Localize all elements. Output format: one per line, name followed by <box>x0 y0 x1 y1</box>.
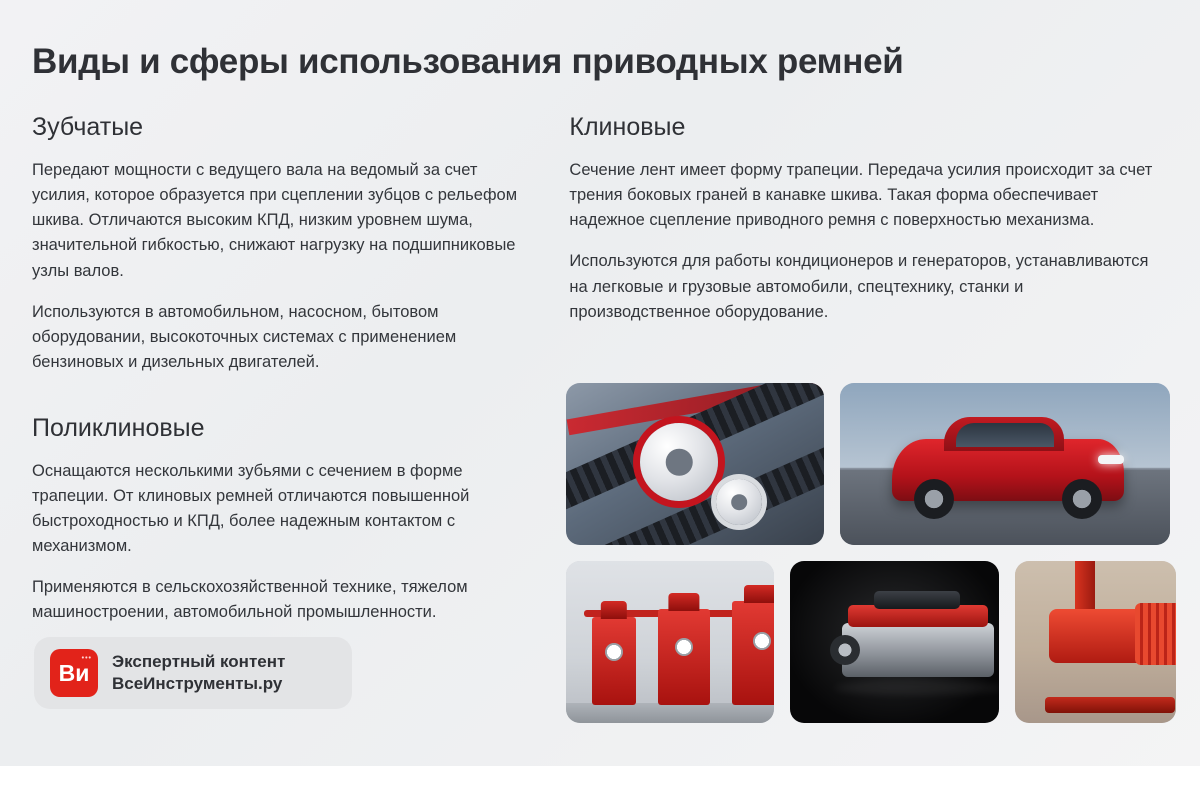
toothed-belt-pulley-photo <box>566 383 824 545</box>
pulley-small <box>716 479 762 525</box>
expert-content-badge <box>34 637 352 709</box>
red-pump-valve-photo <box>1015 561 1176 723</box>
red-fire-pump-station-photo <box>566 561 774 723</box>
gallery-row-bottom <box>566 561 1176 723</box>
pump-unit <box>732 601 774 705</box>
section-heading-toothed: Зубчатые <box>32 113 144 142</box>
pump-base <box>1045 697 1175 713</box>
vseinstrumenty-logo-icon <box>50 649 98 697</box>
v8-engine-photo <box>790 561 998 723</box>
engine-shadow <box>834 681 998 695</box>
floor <box>566 703 774 723</box>
section-heading-v-belt: Клиновые <box>569 113 686 142</box>
electric-motor <box>1135 603 1176 665</box>
badge-line-2: ВсеИнструменты.ру <box>112 674 283 693</box>
pressure-gauge <box>753 632 771 650</box>
car-headlight <box>1098 455 1124 464</box>
section-paragraph: Передают мощности с ведущего вала на ведомый за счет усилия, которое образуется при сцеплении зубцов с рельефом шкива. Отличаются высоким КПД, низким уровнем шума, значительной гибкостью, снижают нагрузку на подшипниковые узлы валов. <box>32 161 518 280</box>
pulley-large <box>640 423 718 501</box>
logo-dots: ••• <box>81 655 92 662</box>
car-windshield <box>956 423 1054 447</box>
image-gallery <box>566 383 1176 739</box>
section-heading-poly-v: Поликлиновые <box>32 413 205 442</box>
pressure-gauge <box>675 638 693 656</box>
engine-block <box>842 623 994 677</box>
section-paragraph: Используются для работы кондиционеров и генераторов, устанавливаются на легковые и грузовые автомобили, спецтехнику, станки и производственное оборудование. <box>569 252 1149 321</box>
left-column <box>30 112 535 625</box>
page-title: Виды и сферы использования приводных ремней <box>32 42 904 81</box>
section-paragraph: Сечение лент имеет форму трапеции. Передача усилия происходит за счет трения боковых граней в канавке шкива. Такая форма обеспечивает надежное сцепление приводного ремня с поверхностью механизма. <box>569 161 1153 230</box>
car-wheel <box>1062 479 1102 519</box>
badge-text <box>112 651 285 695</box>
section-paragraph: Используются в автомобильном, насосном, бытовом оборудовании, высокоточных системах с применением бензиновых и дизельных двигателей. <box>32 302 457 371</box>
footer-strip <box>0 766 1200 800</box>
pump-cap <box>601 601 627 619</box>
pump-cap <box>744 585 774 603</box>
engine-intake-cover <box>874 591 960 609</box>
gallery-row-top <box>566 383 1176 545</box>
logo-text: Ви <box>58 659 90 686</box>
pump-unit <box>658 609 710 705</box>
badge-line-1: Экспертный контент <box>112 652 286 672</box>
red-sports-car-photo <box>840 383 1170 545</box>
pressure-gauge <box>605 643 623 661</box>
section-paragraph: Применяются в сельскохозяйственной технике, тяжелом машиностроении, автомобильной промышленности. <box>32 578 468 622</box>
pump-unit <box>592 617 636 705</box>
pump-cap <box>668 593 699 611</box>
car-wheel <box>914 479 954 519</box>
section-paragraph: Оснащаются несколькими зубьями с сечением в форме трапеции. От клиновых ремней отличаются повышенной быстроходностью и КПД, более надежным контактом с механизмом. <box>32 461 470 556</box>
